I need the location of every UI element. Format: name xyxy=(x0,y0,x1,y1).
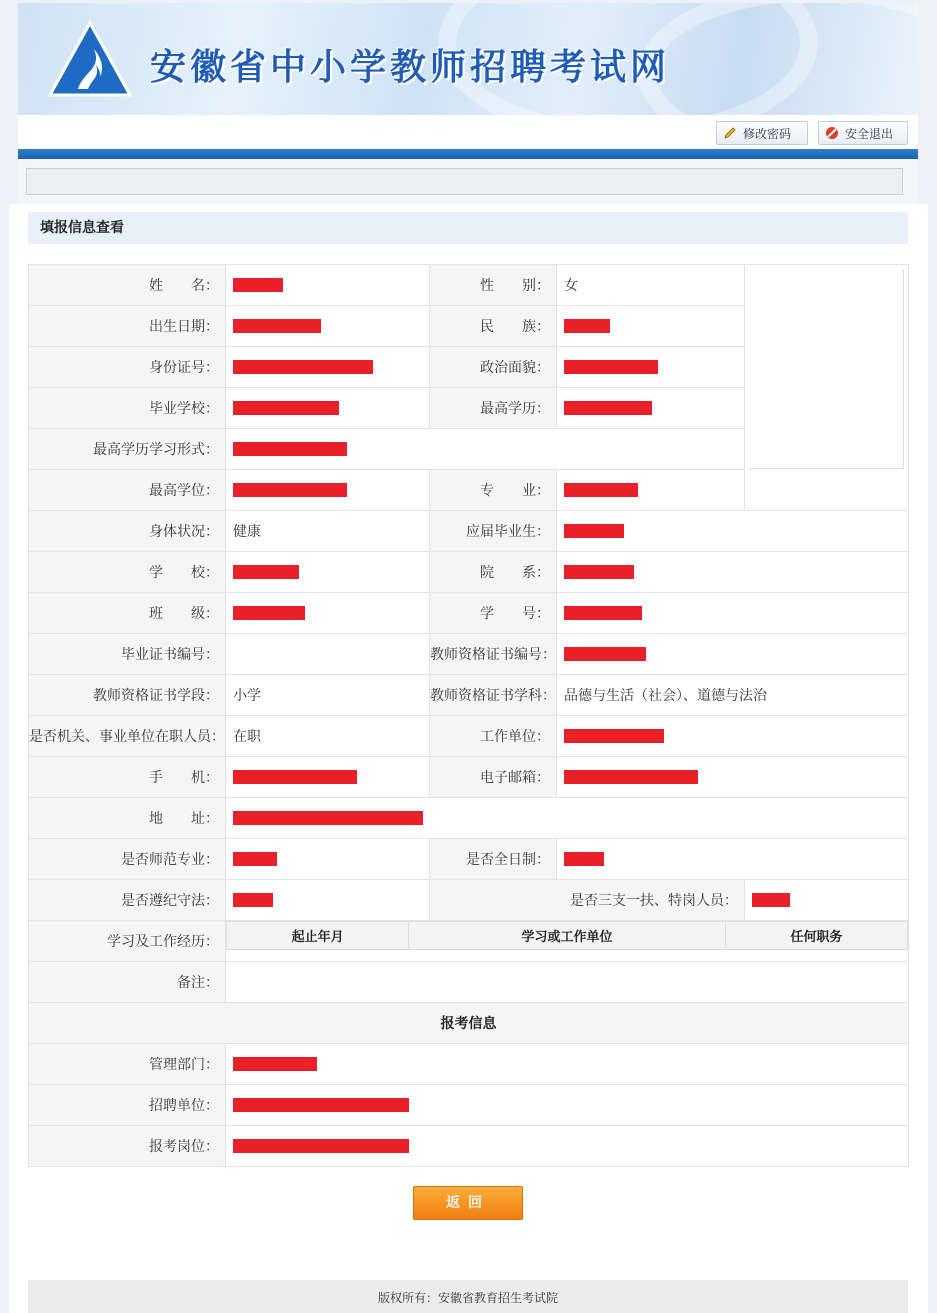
normal-major-value xyxy=(226,839,430,880)
phone-value xyxy=(226,757,430,798)
health-label: 身体状况： xyxy=(29,511,226,552)
management-dept-value xyxy=(226,1044,909,1085)
class-label: 班 级： xyxy=(29,593,226,634)
photo-area xyxy=(745,265,909,511)
highest-degree-value xyxy=(226,470,430,511)
recruit-unit-label: 招聘单位： xyxy=(29,1085,226,1126)
redaction-mark xyxy=(564,401,652,415)
nav-area xyxy=(18,159,918,204)
major-label: 专 业： xyxy=(430,470,557,511)
ethnic-label: 民 族： xyxy=(430,306,557,347)
id-number-value xyxy=(226,347,430,388)
employed-value: 在职 xyxy=(226,716,430,757)
experience-table-cell xyxy=(226,921,909,962)
banner-decoration xyxy=(638,3,918,115)
phone-label: 手 机： xyxy=(29,757,226,798)
exp-col-unit: 学习或工作单位 xyxy=(409,922,725,950)
redaction-mark xyxy=(233,319,321,333)
exam-post-label: 报考岗位： xyxy=(29,1126,226,1167)
redaction-mark xyxy=(564,360,658,374)
law-abiding-label: 是否遵纪守法： xyxy=(29,880,226,921)
redaction-mark xyxy=(564,606,642,620)
main-panel xyxy=(9,204,928,1313)
redaction-mark xyxy=(233,811,423,825)
remark-value xyxy=(226,962,909,1003)
highest-education-label: 最高学历： xyxy=(430,388,557,429)
redaction-mark xyxy=(564,770,698,784)
nav-strip xyxy=(26,168,903,195)
three-support-value xyxy=(745,880,909,921)
email-value xyxy=(557,757,909,798)
highest-education-value xyxy=(557,388,745,429)
gender-value: 女 xyxy=(557,265,745,306)
department-label: 院 系： xyxy=(430,552,557,593)
redaction-mark xyxy=(233,606,305,620)
redaction-mark xyxy=(752,893,790,907)
birth-date-label: 出生日期： xyxy=(29,306,226,347)
back-button[interactable]: 返回 xyxy=(413,1186,523,1220)
header-divider xyxy=(18,149,918,159)
redaction-mark xyxy=(564,524,624,538)
pencil-icon xyxy=(723,126,737,140)
workplace-value xyxy=(557,716,909,757)
study-form-label: 最高学历学习形式： xyxy=(29,429,226,470)
workplace-label: 工作单位： xyxy=(430,716,557,757)
student-number-value xyxy=(557,593,909,634)
top-toolbar xyxy=(18,115,918,149)
fresh-graduate-value xyxy=(557,511,909,552)
redaction-mark xyxy=(564,319,610,333)
diploma-number-label: 毕业证书编号： xyxy=(29,634,226,675)
law-abiding-value xyxy=(226,880,430,921)
name-value xyxy=(226,265,430,306)
redaction-mark xyxy=(233,770,357,784)
redaction-mark xyxy=(233,401,339,415)
site-logo-icon xyxy=(48,19,132,99)
major-value xyxy=(557,470,745,511)
redaction-mark xyxy=(564,729,664,743)
redaction-mark xyxy=(233,278,283,292)
redaction-mark xyxy=(233,565,299,579)
redaction-mark xyxy=(233,1057,317,1071)
fulltime-value xyxy=(557,839,909,880)
student-number-label: 学 号： xyxy=(430,593,557,634)
no-entry-icon xyxy=(825,126,839,140)
graduate-school-value xyxy=(226,388,430,429)
change-password-label: 修改密码 xyxy=(743,126,792,141)
normal-major-label: 是否师范专业： xyxy=(29,839,226,880)
certificate-number-label: 教师资格证书编号： xyxy=(430,634,557,675)
certificate-subject-value: 品德与生活（社会）、道德与法治 xyxy=(557,675,909,716)
exam-post-value xyxy=(226,1126,909,1167)
three-support-label: 是否三支一扶、特岗人员： xyxy=(430,880,745,921)
logout-label: 安全退出 xyxy=(845,126,894,141)
certificate-stage-label: 教师资格证书学段： xyxy=(29,675,226,716)
redaction-mark xyxy=(233,852,277,866)
fresh-graduate-label: 应届毕业生： xyxy=(430,511,557,552)
change-password-button[interactable] xyxy=(716,121,808,145)
graduate-school-label: 毕业学校： xyxy=(29,388,226,429)
exp-col-period: 起止年月 xyxy=(227,922,409,950)
highest-degree-label: 最高学位： xyxy=(29,470,226,511)
study-form-value xyxy=(226,429,745,470)
political-value xyxy=(557,347,745,388)
department-value xyxy=(557,552,909,593)
birth-date-value xyxy=(226,306,430,347)
certificate-subject-label: 教师资格证书学科： xyxy=(430,675,557,716)
employed-label: 是否机关、事业单位在职人员： xyxy=(29,716,226,757)
email-label: 电子邮箱： xyxy=(430,757,557,798)
political-label: 政治面貌： xyxy=(430,347,557,388)
footer-copyright: 版权所有：安徽省教育招生考试院 xyxy=(28,1280,908,1313)
redaction-mark xyxy=(564,852,604,866)
experience-table xyxy=(226,921,908,950)
redaction-mark xyxy=(233,360,373,374)
certificate-number-value xyxy=(557,634,909,675)
redaction-mark xyxy=(233,1139,409,1153)
site-title: 安徽省中小学教师招聘考试网 xyxy=(150,46,671,88)
applicant-info-table xyxy=(28,264,909,1167)
redaction-mark xyxy=(233,442,347,456)
gender-label: 性 别： xyxy=(430,265,557,306)
diploma-number-value xyxy=(226,634,430,675)
redaction-mark xyxy=(233,483,347,497)
ethnic-value xyxy=(557,306,745,347)
header-banner xyxy=(18,3,918,115)
fulltime-label: 是否全日制： xyxy=(430,839,557,880)
section-title: 填报信息查看 xyxy=(28,212,908,244)
school-value xyxy=(226,552,430,593)
address-label: 地 址： xyxy=(29,798,226,839)
redaction-mark xyxy=(564,483,638,497)
school-label: 学 校： xyxy=(29,552,226,593)
class-value xyxy=(226,593,430,634)
experience-label: 学习及工作经历： xyxy=(29,921,226,962)
photo-frame xyxy=(749,269,904,469)
logout-button[interactable] xyxy=(818,121,908,145)
health-value: 健康 xyxy=(226,511,430,552)
redaction-mark xyxy=(564,647,646,661)
exp-col-post: 任何职务 xyxy=(725,922,907,950)
id-number-label: 身份证号： xyxy=(29,347,226,388)
redaction-mark xyxy=(564,565,634,579)
recruit-unit-value xyxy=(226,1085,909,1126)
remark-label: 备注： xyxy=(29,962,226,1003)
certificate-stage-value: 小学 xyxy=(226,675,430,716)
address-value xyxy=(226,798,909,839)
name-label: 姓 名： xyxy=(29,265,226,306)
redaction-mark xyxy=(233,893,273,907)
redaction-mark xyxy=(233,1098,409,1112)
management-dept-label: 管理部门： xyxy=(29,1044,226,1085)
exam-info-heading: 报考信息 xyxy=(29,1003,909,1044)
